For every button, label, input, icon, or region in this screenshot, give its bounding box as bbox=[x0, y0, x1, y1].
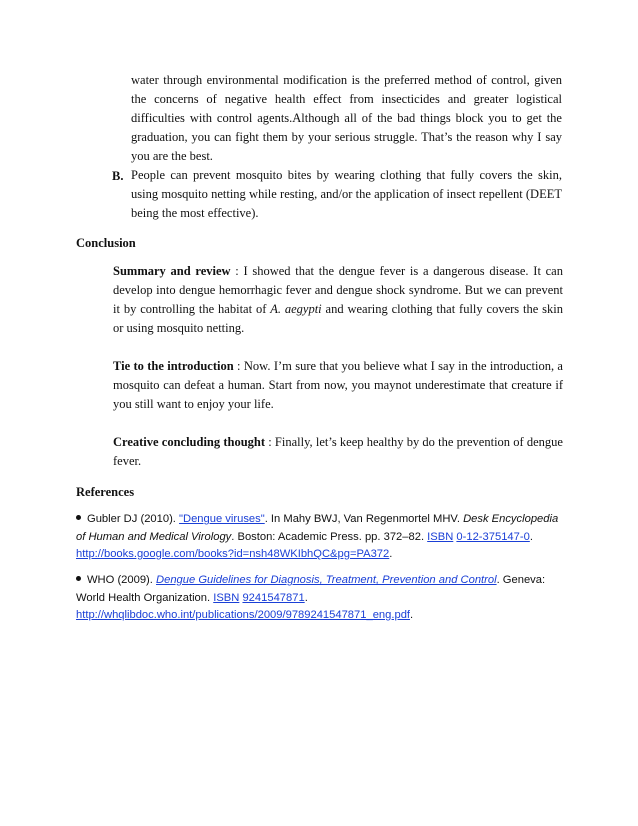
summary-text-2: and wearing clothing that fully covers the skin or using mosquito netting. bbox=[113, 302, 564, 335]
ref2-prefix: WHO (2009). bbox=[87, 574, 157, 586]
continued-paragraph-text: water through environmental modification is the preferred method of control, given the concerns of negative health effect from insecticides and greater logistical difficulties with control agents.Although all of the bad things block you to get the graduation, you can fight them by your serious struggle. That’s the reason why I say you are the best. bbox=[131, 73, 562, 163]
reference-1 bbox=[76, 511, 566, 564]
continued-paragraph bbox=[131, 71, 562, 166]
tie-label: Tie to the introduction bbox=[113, 359, 234, 373]
ref1-prefix: Gubler DJ (2010). bbox=[87, 513, 180, 525]
item-b-label: B. bbox=[112, 169, 124, 183]
species-name: A. aegypti bbox=[270, 302, 322, 316]
spacer bbox=[113, 414, 563, 433]
ref1-title-link[interactable]: "Dengue viruses" bbox=[179, 513, 265, 525]
summary-label: Summary and review bbox=[113, 264, 231, 278]
tie-paragraph bbox=[113, 357, 563, 414]
ref1-book: Desk Encyclopedia of Human and Medical Virology bbox=[76, 513, 559, 543]
ref2-url-link[interactable]: http://whqlibdoc.who.int/publications/2009/9789241547871_eng.pdf bbox=[76, 609, 411, 621]
ref2-end: . bbox=[410, 609, 414, 621]
ref1-end: . bbox=[389, 548, 393, 560]
references-heading: References bbox=[76, 485, 135, 499]
ref2-pub: . Geneva: World Health Organization. bbox=[76, 574, 546, 604]
ref2-period: . bbox=[304, 591, 308, 604]
ref2-title-link[interactable]: Dengue Guidelines for Diagnosis, Treatment, Prevention and Control bbox=[156, 574, 497, 586]
creative-label: Creative concluding thought bbox=[113, 435, 266, 449]
bullet-icon bbox=[76, 576, 81, 581]
ref2-isbn-label-link[interactable]: ISBN bbox=[213, 591, 240, 604]
summary-paragraph bbox=[113, 262, 563, 338]
creative-text: : Finally, let’s keep healthy by do the prevention of dengue fever. bbox=[113, 435, 563, 468]
ref1-isbn-link[interactable]: 0-12-375147-0 bbox=[456, 530, 530, 543]
creative-paragraph bbox=[113, 433, 563, 471]
ref2-isbn-link[interactable]: 9241547871 bbox=[242, 591, 305, 604]
bullet-icon bbox=[76, 515, 81, 520]
conclusion-body bbox=[113, 262, 563, 471]
spacer bbox=[113, 338, 563, 357]
conclusion-heading: Conclusion bbox=[76, 236, 136, 250]
ref1-period: . bbox=[529, 530, 533, 543]
reference-2 bbox=[76, 572, 566, 625]
ref1-mid: . In Mahy BWJ, Van Regenmortel MHV. bbox=[264, 513, 464, 525]
ref1-isbn-label-link[interactable]: ISBN bbox=[427, 530, 454, 543]
tie-text: : Now. I’m sure that you believe what I say in the introduction, a mosquito can defeat a human. Start from now, you maynot underestimate that creature if you still want to enjoy your life. bbox=[113, 359, 563, 411]
ref1-url-link[interactable]: http://books.google.com/books?id=nsh48WKIbhQC&pg=PA372 bbox=[76, 548, 390, 560]
summary-text-1: I showed that the dengue fever is a dangerous disease. It can develop into dengue hemorrhagic fever and dengue shock syndrome. But we can prevent it by controlling the habitat of bbox=[113, 264, 563, 316]
summary-sep: : bbox=[230, 264, 244, 278]
item-b-paragraph bbox=[131, 166, 562, 223]
ref1-pub: . Boston: Academic Press. pp. 372–82. bbox=[231, 530, 428, 543]
item-b-text: People can prevent mosquito bites by wearing clothing that fully covers the skin, using mosquito netting while resting, and/or the application of insect repellent (DEET being the most effective). bbox=[131, 168, 562, 220]
